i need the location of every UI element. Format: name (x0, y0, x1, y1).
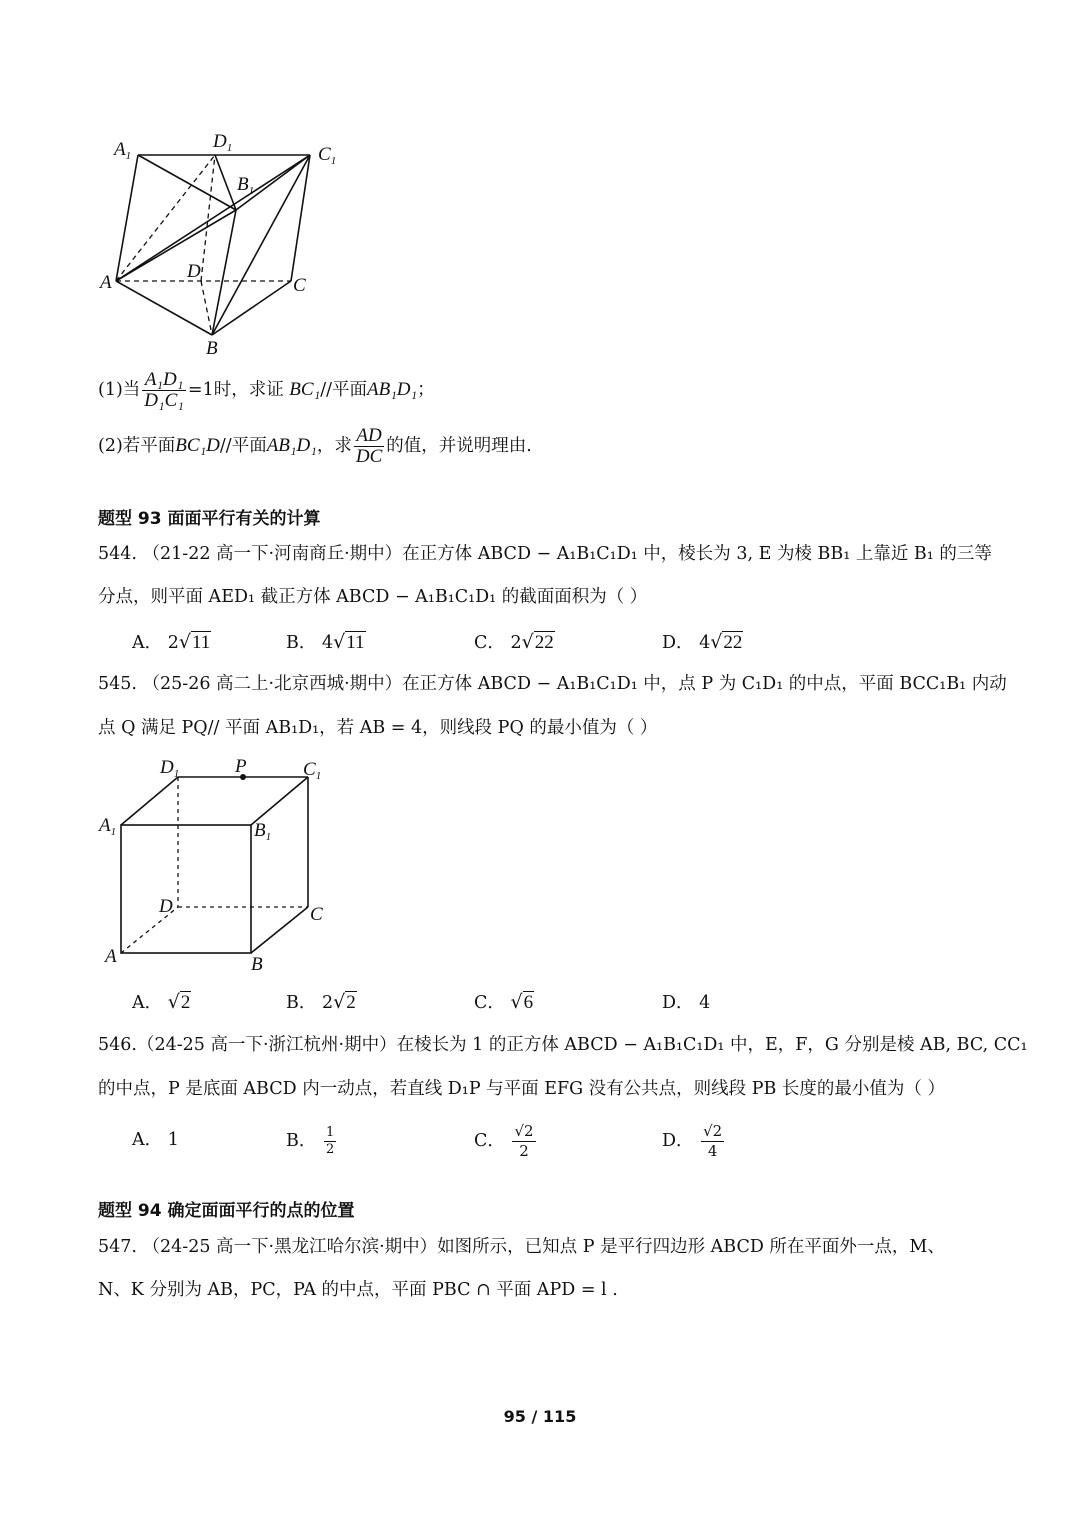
q544-option-d[interactable]: D． 4√22 (662, 631, 743, 653)
q544-line1: 544. （21-22 高一下·河南商丘·期中）在正方体 ABCD − A₁B₁C₁D₁ 中，棱长为 3, E 为棱 BB₁ 上靠近 B₁ 的三等 (98, 544, 992, 564)
label-B: B (206, 338, 218, 359)
q546-option-a[interactable]: A． 1 (132, 1130, 179, 1150)
label-A1: $A_1$ (114, 139, 132, 162)
part1-line: (1)当 $\frac{\text{A₁D₁}}{\text{D₁C₁}}$ =1时，求证 BC₁//平面AB₁D₁； (98, 369, 435, 411)
cube-label-C1: $C_1$ (303, 759, 322, 782)
q545-line1: 545. （25-26 高二上·北京西城·期中）在正方体 ABCD − A₁B₁C₁D₁ 中，点 P 为 C₁D₁ 的中点，平面 BCC₁B₁ 内动 (98, 674, 1007, 694)
cube-label-D1: $D_1$ (160, 757, 180, 780)
label-D: D (187, 261, 201, 282)
figure-prism (96, 128, 356, 363)
q545-option-c[interactable]: C． √6 (474, 991, 534, 1013)
q546-option-d[interactable]: D． $\frac{√2}{4}$ (662, 1122, 723, 1160)
page-number: 95 / 115 (503, 1407, 577, 1426)
q547-line2: N、K 分别为 AB，PC，PA 的中点，平面 PBC ∩ 平面 APD = l . (98, 1280, 618, 1300)
q547-line1: 547. （24-25 高一下·黑龙江哈尔滨·期中）如图所示，已知点 P 是平行四边形 ABCD 所在平面外一点，M、 (98, 1237, 945, 1257)
cube-label-B: B (251, 954, 263, 975)
cube-label-A: A (105, 946, 117, 967)
q544-option-c[interactable]: C． 2√22 (474, 631, 554, 653)
q546-option-c[interactable]: C． $\frac{√2}{2}$ (474, 1122, 534, 1160)
q544-option-a[interactable]: A． 2√11 (132, 631, 211, 653)
q546-line1: 546.（24-25 高一下·浙江杭州·期中）在棱长为 1 的正方体 ABCD − A₁B₁C₁D₁ 中，E，F，G 分别是棱 AB, BC, CC₁ (98, 1035, 1028, 1055)
label-D1: $D_1$ (213, 131, 233, 154)
part2-line: (2)若平面BC₁D//平面AB₁D₁，求 $\frac{AD}{DC}$ 的值，并说明理由. (98, 425, 532, 467)
cube-label-C: C (310, 904, 323, 925)
figure-cube (96, 752, 346, 982)
cube-label-D: D (159, 896, 173, 917)
q545-option-b[interactable]: B． 2√2 (286, 991, 356, 1013)
q545-line2: 点 Q 满足 PQ// 平面 AB₁D₁，若 AB = 4，则线段 PQ 的最小值为（ ） (98, 718, 658, 738)
q544-line2: 分点，则平面 AED₁ 截正方体 ABCD − A₁B₁C₁D₁ 的截面面积为（ ） (98, 587, 648, 607)
section-heading-94: 题型 94 确定面面平行的点的位置 (98, 1201, 355, 1221)
cube-label-P: P (235, 756, 247, 777)
label-A: A (100, 272, 112, 293)
cube-label-A1: $A_1$ (99, 815, 117, 838)
q545-option-a[interactable]: A． √2 (132, 991, 191, 1013)
q544-option-b[interactable]: B． 4√11 (286, 631, 365, 653)
q545-option-d[interactable]: D． 4 (662, 993, 711, 1013)
q546-option-b[interactable]: B． $\frac{1}{2}$ (286, 1125, 335, 1157)
q546-line2: 的中点，P 是底面 ABCD 内一动点，若直线 D₁P 与平面 EFG 没有公共点，则线段 PB 长度的最小值为（ ） (98, 1079, 945, 1099)
cube-label-B1: $B_1$ (254, 820, 272, 843)
label-C1: $C_1$ (318, 144, 337, 167)
label-B1: $B_1$ (237, 174, 255, 197)
label-C: C (293, 275, 306, 296)
section-heading-93: 题型 93 面面平行有关的计算 (98, 509, 321, 529)
